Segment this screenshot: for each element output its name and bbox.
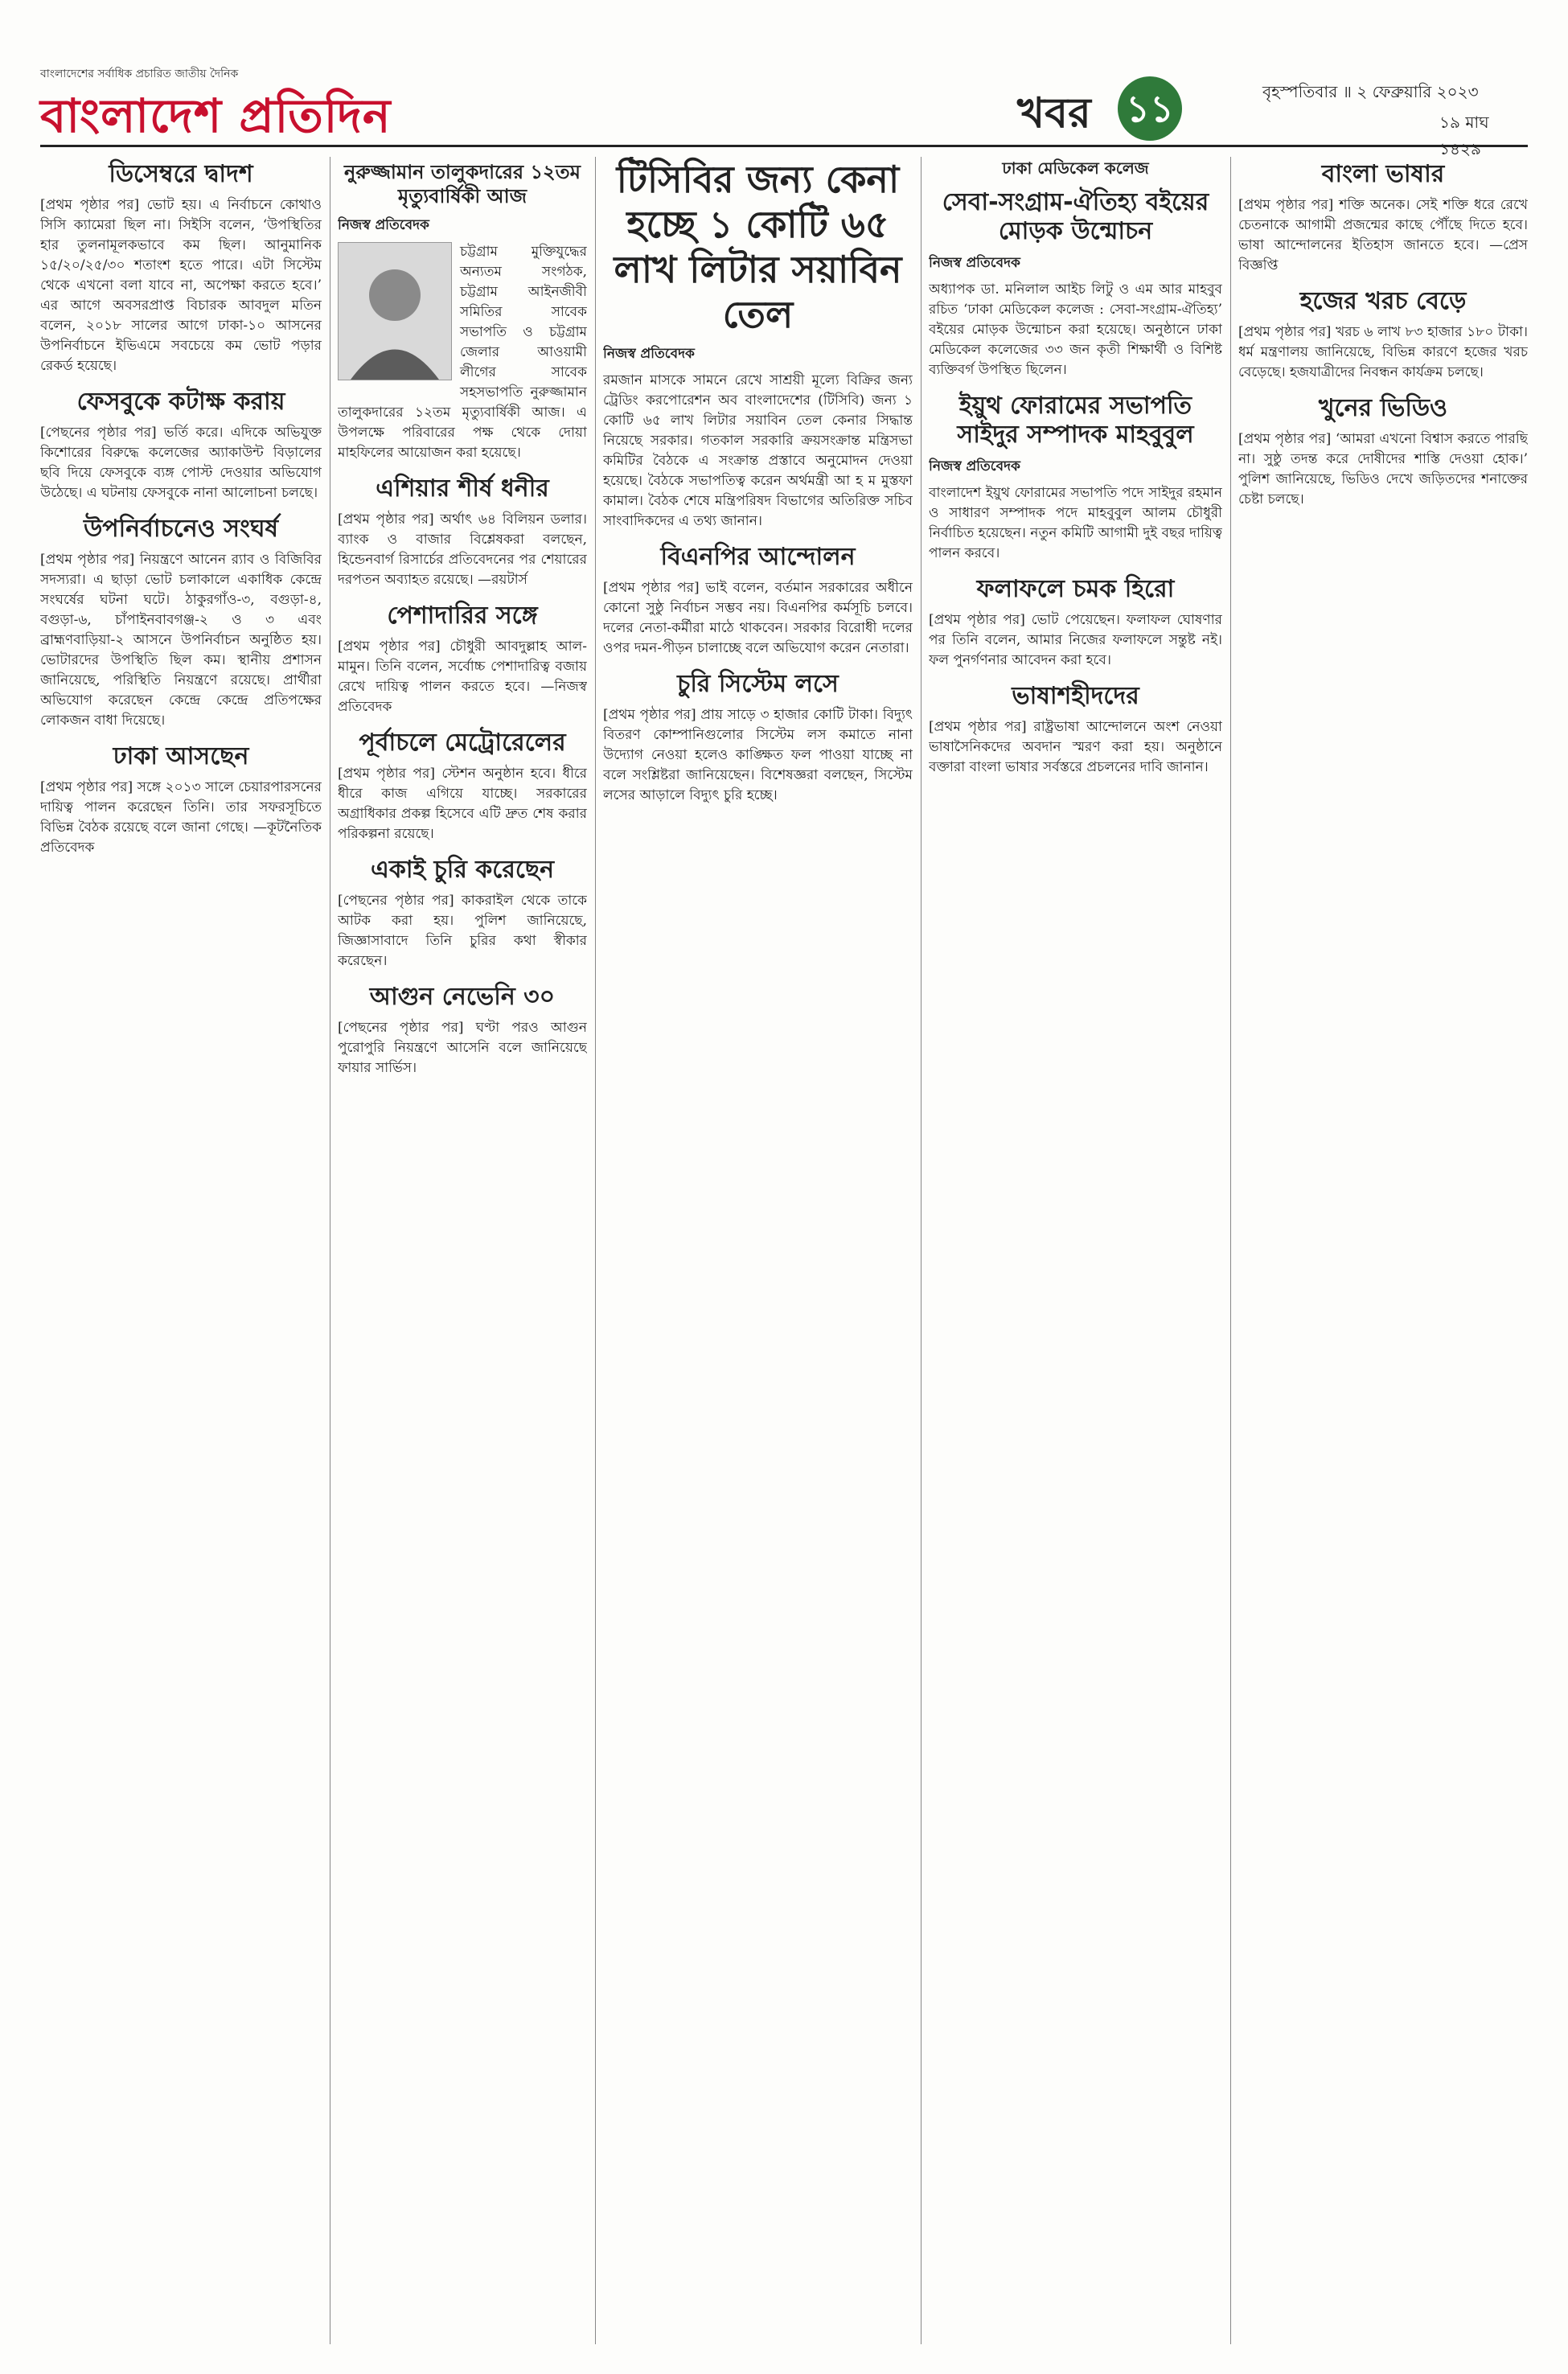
lead-headline: টিসিবির জন্য কেনা হচ্ছে ১ কোটি ৬৫ লাখ লিটার সয়াবিন তেল	[614, 158, 902, 336]
body-text: [পেছনের পৃষ্ঠার পর] ঘণ্টা পরও আগুন পুরোপুরি নিয়ন্ত্রণে আসেনি বলে জানিয়েছে ফায়ার সার্ভিস।	[338, 1020, 587, 1076]
column-1	[40, 157, 322, 2344]
byline: নিজস্ব প্রতিবেদক	[603, 346, 695, 362]
date-bangla: ১৯ মাঘ ১৪২৯	[1439, 113, 1489, 158]
body-text: রমজান মাসকে সামনে রেখে সাশ্রয়ী মূল্যে বিক্রির জন্য ট্রেডিং করপোরেশন অব বাংলাদেশের (টিসিবি) জন্য ১ কোটি ৬৫ লাখ লিটার সয়াবিন তেল কেনার সিদ্ধান্ত নিয়েছে সরকার। গতকাল সরকারি ক্রয়সংক্রান্ত মন্ত্রিসভা কমিটির বৈঠকে এ সংক্রান্ত প্রস্তাবে অনুমোদন দেওয়া হয়েছে। বৈঠকে সভাপতিত্ব করেন অর্থমন্ত্রী আ হ ম মুস্তফা কামাল। বৈঠক শেষে মন্ত্রিপরিষদ বিভাগের অতিরিক্ত সচিব সাংবাদিকদের এ তথ্য জানান।	[603, 372, 913, 529]
body-text: [প্রথম পৃষ্ঠার পর] রাষ্ট্রভাষা আন্দোলনে অংশ নেওয়া ভাষাসৈনিকদের অবদান স্মরণ করা হয়। অনুষ্ঠানে বক্তারা বাংলা ভাষার সর্বস্তরে প্রচলনের দাবি জানান।	[929, 719, 1222, 775]
body-text: বাংলাদেশ ইয়ুথ ফোরামের সভাপতি পদে সাইদুর রহমান ও সাধারণ সম্পাদক পদে মাহবুবুল আলম চৌধুরী নির্বাচিত হয়েছেন। নতুন কমিটি আগামী দুই বছর দায়িত্ব পালন করবে।	[929, 485, 1222, 561]
story-metrorail	[338, 729, 587, 844]
byline: নিজস্ব প্রতিবেদক	[929, 255, 1020, 271]
story-youth-forum	[929, 392, 1222, 564]
headline: খুনের ভিডিও	[1318, 394, 1448, 422]
story-bangla-language	[1238, 160, 1528, 276]
headline: আগুন নেভেনি ৩০	[369, 983, 556, 1011]
body-text: [প্রথম পৃষ্ঠার পর] প্রায় সাড়ে ৩ হাজার কোটি টাকা। বিদ্যুৎ বিতরণ কোম্পানিগুলোর সিস্টেম লস কমাতে নানা উদ্যোগ নেওয়া হলেও কাঙ্ক্ষিত ফল পাওয়া যাচ্ছে না বলে সংশ্লিষ্টরা জানিয়েছেন। বিশেষজ্ঞরা বলছেন, সিস্টেম লসের আড়ালে বিদ্যুৎ চুরি হচ্ছে।	[603, 707, 913, 803]
body-text: [প্রথম পৃষ্ঠার পর] ভোট হয়। এ নির্বাচনে কোথাও সিসি ক্যামেরা ছিল না। সিইসি বলেন, ‘উপস্থিতির হার তুলনামূলকভাবে কম ছিল। আনুমানিক ১৫/২০/২৫/৩০ শতাংশ হতে পারে। এটা সিস্টেম থেকে এখনো বলা যাবে না, অপেক্ষা করতে হবে।’ এর আগে অবসরপ্রাপ্ত বিচারক আবদুল মতিন বলেন, ২০১৮ সালের আগে ঢাকা-১০ আসনের উপনির্বাচনে ইভিএমে সবচেয়ে কম ভোট পড়ার রেকর্ড হয়েছে।	[40, 197, 322, 374]
body-text: [প্রথম পৃষ্ঠার পর] শক্তি অনেক। সেই শক্তি ধরে রেখে চেতনাকে আগামী প্রজন্মের কাছে পৌঁছে দিতে হবে। ভাষা আন্দোলনের ইতিহাস জানতে হবে। —প্রেস বিজ্ঞপ্তি	[1238, 197, 1528, 273]
body-text: [প্রথম পৃষ্ঠার পর] ভাই বলেন, বর্তমান সরকারের অধীনে কোনো সুষ্ঠু নির্বাচন সম্ভব নয়। বিএনপির কর্মসূচি চলবে। দলের নেতা-কর্মীরা মাঠে থাকবেন। সরকার বিরোধী দলের ওপর দমন-পীড়ন চালাচ্ছে বলে অভিযোগ করেন নেতারা।	[603, 580, 913, 656]
story-system-loss	[603, 670, 913, 806]
date-gregorian: বৃহস্পতিবার ॥ ২ ফেব্রুয়ারি ২০২৩	[1262, 82, 1479, 101]
story-tcb-soybean	[603, 157, 913, 532]
body-text: [প্রথম পৃষ্ঠার পর] সঙ্গে ২০১৩ সালে চেয়ারপারসনের দায়িত্ব পালন করেছেন তিনি। তার সফরসূচিতে বিভিন্ন বৈঠক রয়েছে বলে জানা গেছে। —কূটনৈতিক প্রতিবেদক	[40, 779, 322, 856]
portrait-photo	[338, 242, 452, 380]
headline: একাই চুরি করেছেন	[371, 856, 554, 884]
body-text: [প্রথম পৃষ্ঠার পর] চৌধুরী আবদুল্লাহ আল-মামুন। তিনি বলেন, সর্বোচ্চ পেশাদারিত্ব বজায় রেখে দায়িত্ব পালন করতে হবে। —নিজস্ব প্রতিবেদক	[338, 639, 587, 715]
headline: নুরুজ্জামান তালুকদারের ১২তম মৃত্যুবার্ষিকী আজ	[344, 161, 581, 207]
headline: ভাষাশহীদদের	[1012, 682, 1139, 710]
column-rule	[921, 157, 922, 2344]
headline: ইয়ুথ ফোরামের সভাপতি সাইদুর সম্পাদক মাহবুবুল	[957, 392, 1194, 449]
byline: নিজস্ব প্রতিবেদক	[929, 458, 1020, 474]
body-text: [প্রথম পৃষ্ঠার পর] নিয়ন্ত্রণে আনেন র‌্যাব ও বিজিবির সদস্যরা। এ ছাড়া ভোট চলাকালে একাধিক কেন্দ্রে সংঘর্ষের ঘটনা ঘটে। ঠাকুরগাঁও-৩, বগুড়া-৪, বগুড়া-৬, চাঁপাইনবাবগঞ্জ-২ ও ৩ এবং ব্রাহ্মণবাড়িয়া-২ আসনে উপনির্বাচন অনুষ্ঠিত হয়। ভোটারদের উপস্থিতি ছিল কম। স্থানীয় প্রশাসন জানিয়েছে, পরিস্থিতি নিয়ন্ত্রণে রয়েছে। প্রার্থীরা অভিযোগ করেছেন কেন্দ্রে কেন্দ্রে প্রতিপক্ষের লোকজন বাধা দিয়েছে।	[40, 552, 322, 729]
body-text: [প্রথম পৃষ্ঠার পর] স্টেশন অনুষ্ঠান হবে। ধীরে ধীরে কাজ এগিয়ে যাচ্ছে। সরকারের অগ্রাধিকার প্রকল্প হিসেবে এটি দ্রুত শেষ করার পরিকল্পনা রয়েছে।	[338, 766, 587, 842]
headline: হজের খরচ বেড়ে	[1299, 287, 1467, 315]
story-hajj-cost	[1238, 287, 1528, 383]
headline: উপনির্বাচনেও সংঘর্ষ	[83, 515, 279, 543]
headline: পেশাদারির সঙ্গে	[387, 602, 538, 630]
story-dhaka-visit	[40, 742, 322, 858]
story-hero-result	[929, 575, 1222, 671]
body-text: অধ্যাপক ডা. মনিলাল আইচ লিটু ও এম আর মাহবুব রচিত ‘ঢাকা মেডিকেল কলেজ : সেবা-সংগ্রাম-ঐতিহ্য’ বইয়ের মোড়ক উন্মোচন করা হয়েছে। অনুষ্ঠানে ঢাকা মেডিকেল কলেজের ৩৩ জন কৃতী শিক্ষার্থী ও বিশিষ্ট ব্যক্তিবর্গ উপস্থিত ছিলেন।	[929, 281, 1222, 378]
column-4	[929, 157, 1222, 2344]
headline: পূর্বাচলে মেট্রোরেলের	[359, 729, 566, 757]
headline: বিএনপির আন্দোলন	[660, 543, 856, 571]
column-5	[1238, 157, 1528, 2344]
body-text: [প্রথম পৃষ্ঠার পর] অর্থাৎ ৬৪ বিলিয়ন ডলার। ব্যাংক ও বাজার বিশ্লেষকরা বলছেন, হিন্ডেনবার্গ রিসার্চের প্রতিবেদনের পর শেয়ারের দরপতন অব্যাহত রয়েছে। —রয়টার্স	[338, 511, 587, 588]
column-rule	[1230, 157, 1231, 2344]
headline: সেবা-সংগ্রাম-ঐতিহ্য বইয়ের মোড়ক উন্মোচন	[942, 188, 1209, 245]
headline: বাংলা ভাষার	[1321, 160, 1445, 188]
newspaper-logo: বাংলাদেশ প্রতিদিন	[40, 88, 392, 143]
story-murder-video	[1238, 394, 1528, 510]
story-asia-richest	[338, 474, 587, 590]
story-theft	[338, 856, 587, 971]
body-text: [প্রথম পৃষ্ঠার পর] ‘আমরা এখনো বিশ্বাস করতে পারছি না। সুষ্ঠু তদন্ত করে দোষীদের শাস্তি দেওয়া হোক।’ পুলিশ জানিয়েছে, ভিডিও দেখে জড়িতদের শনাক্তের চেষ্টা চলছে।	[1238, 431, 1528, 507]
story-facebook	[40, 388, 322, 503]
masthead-tagline: বাংলাদেশের সর্বাধিক প্রচারিত জাতীয় দৈনিক	[40, 68, 239, 80]
body-text: [প্রথম পৃষ্ঠার পর] ভোট পেয়েছেন। ফলাফল ঘোষণার পর তিনি বলেন, আমার নিজের ফলাফলে সন্তুষ্ট নই। ফল পুনর্গণনার আবেদন করা হবে।	[929, 612, 1222, 668]
body-text: [পেছনের পৃষ্ঠার পর] ভর্তি করে। এদিকে অভিযুক্ত কিশোরের বিরুদ্ধে কলেজের অ্যাকাউন্ট বিড়ালের ছবি দিয়ে ফেসবুকে ব্যঙ্গ পোস্ট দেওয়ার অভিযোগ উঠেছে। এ ঘটনায় ফেসবুকে নানা আলোচনা চলছে।	[40, 425, 322, 501]
masthead	[40, 64, 1528, 158]
headline: ঢাকা আসছেন	[113, 742, 249, 770]
story-bnp-movement	[603, 543, 913, 659]
body-text: [প্রথম পৃষ্ঠার পর] খরচ ৬ লাখ ৮৩ হাজার ১৮০ টাকা। ধর্ম মন্ত্রণালয় জানিয়েছে, বিভিন্ন কারণে হজের খরচ বেড়েছে। হজযাত্রীদের নিবন্ধন কার্যক্রম চলছে।	[1238, 324, 1528, 380]
page-number-badge: ১১	[1118, 76, 1182, 141]
column-rule	[595, 157, 596, 2344]
headline: ডিসেম্বরে দ্বাদশ	[109, 160, 253, 188]
byline: নিজস্ব প্রতিবেদক	[338, 217, 429, 233]
body-text: [পেছনের পৃষ্ঠার পর] কাকরাইল থেকে তাকে আটক করা হয়। পুলিশ জানিয়েছে, জিজ্ঞাসাবাদে তিনি চুরির কথা স্বীকার করেছেন।	[338, 893, 587, 969]
story-fire	[338, 983, 587, 1078]
headline: এশিয়ার শীর্ষ ধনীর	[376, 474, 549, 503]
column-3	[603, 157, 913, 2344]
story-dwadash	[40, 160, 322, 376]
body-text: চট্টগ্রাম মুক্তিযুদ্ধের অন্যতম সংগঠক, চট্টগ্রাম আইনজীবী সমিতির সাবেক সভাপতি ও চট্টগ্রাম জেলার আওয়ামী লীগের সাবেক সহসভাপতি নুরুজ্জামান তালুকদারের ১২তম মৃত্যুবার্ষিকী আজ। এ উপলক্ষে পরিবারের পক্ষ থেকে দোয়া মাহফিলের আয়োজন করা হয়েছে।	[338, 244, 587, 461]
column-2	[338, 157, 587, 2344]
story-language-martyrs	[929, 682, 1222, 778]
story-death-anniversary	[338, 160, 587, 463]
section-title: খবর	[1017, 89, 1091, 138]
headline: চুরি সিস্টেম লসে	[677, 670, 839, 698]
story-professionalism	[338, 602, 587, 717]
headline: ফেসবুকে কটাক্ষ করায়	[76, 388, 285, 416]
kicker: ঢাকা মেডিকেল কলেজ	[1002, 158, 1149, 178]
story-by-election	[40, 515, 322, 731]
story-dmc-book	[929, 157, 1222, 380]
headline: ফলাফলে চমক হিরো	[976, 575, 1175, 603]
